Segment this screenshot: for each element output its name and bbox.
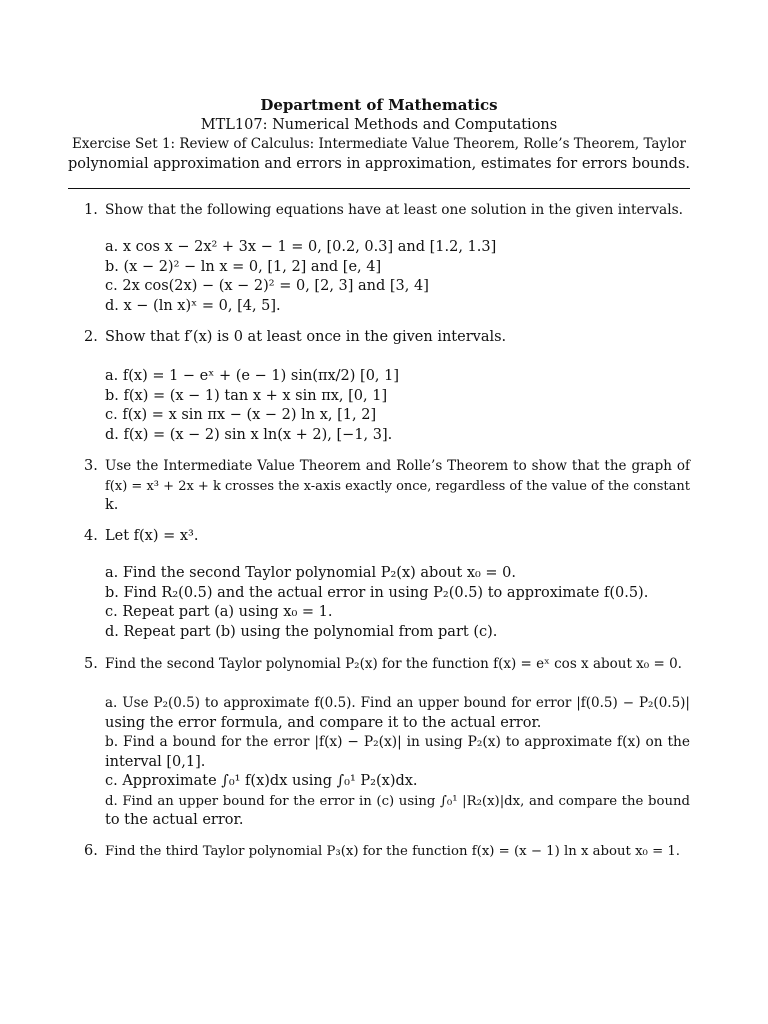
exercise-title-line-1: Exercise Set 1: Review of Calculus: Intermediate Value Theorem, Rolle’s Theorem, Taylor [72,136,686,152]
statement-line: Let f(x) = x³. [105,528,199,544]
part-a: a. f(x) = 1 − eˣ + (e − 1) sin(πx/2) [0, 1] [105,368,400,384]
problem-parts [105,694,690,831]
part-d: d. Repeat part (b) using the polynomial from part (c). [105,623,498,640]
statement-line: Show that f′(x) is 0 at least once in the given intervals. [105,329,507,345]
problem-parts [105,564,690,642]
problem-parts [105,238,690,316]
part-c: c. Approximate ∫₀¹ f(x)dx using ∫₀¹ P₂(x)dx. [105,773,418,789]
part-c: c. Repeat part (a) using x₀ = 1. [105,604,333,620]
part-b: b. f(x) = (x − 1) tan x + x sin πx, [0, 1] [105,387,388,404]
problem-statement [105,527,690,547]
problem-parts [105,367,690,445]
part-c: c. 2x cos(2x) − (x − 2)² = 0, [2, 3] and [3, 4] [105,278,429,294]
statement-line: f(x) = x³ + 2x + k crosses the x-axis exactly once, regardless of the value of the constant [105,478,690,494]
problem-number: 5. [84,656,98,672]
part-d-line-2: to the actual error. [105,812,244,828]
statement-line: Use the Intermediate Value Theorem and Rolle’s Theorem to show that the graph of [105,458,690,474]
problem-statement [105,457,690,516]
problem-number: 4. [84,528,98,544]
problem-number: 1. [84,202,98,218]
part-a: a. x cos x − 2x² + 3x − 1 = 0, [0.2, 0.3] and [1.2, 1.3] [105,239,497,255]
part-a-line-1: a. Use P₂(0.5) to approximate f(0.5). Find an upper bound for error |f(0.5) − P₂(0.5)| [105,695,690,711]
part-c: c. f(x) = x sin πx − (x − 2) ln x, [1, 2] [105,407,377,423]
problem-statement [105,842,690,862]
part-a-line-2: using the error formula, and compare it to the actual error. [105,714,542,731]
part-b-line-1: b. Find a bound for the error |f(x) − P₂(x)| in using P₂(x) to approximate f(x) on the [105,734,690,750]
problem-statement [105,328,690,348]
part-b-line-2: interval [0,1]. [105,753,206,770]
document-header [68,96,690,174]
part-a: a. Find the second Taylor polynomial P₂(x) about x₀ = 0. [105,565,517,581]
problem-statement [105,655,690,675]
problem-number: 6. [84,843,98,859]
statement-line: Find the second Taylor polynomial P₂(x) for the function f(x) = eˣ cos x about x₀ = 0. [105,656,682,672]
problem-number: 2. [84,329,98,345]
statement-line: Show that the following equations have at least one solution in the given intervals. [105,202,684,218]
department-title: Department of Mathematics [260,96,498,114]
part-d-line-1: d. Find an upper bound for the error in (c) using ∫₀¹ |R₂(x)|dx, and compare the bound [105,793,690,809]
header-divider [68,188,690,189]
part-d: d. f(x) = (x − 2) sin x ln(x + 2), [−1, 3]. [105,426,393,443]
exercise-title-line-2: polynomial approximation and errors in approximation, estimates for errors bounds. [68,155,691,172]
part-d: d. x − (ln x)ˣ = 0, [4, 5]. [105,297,281,314]
part-b: b. (x − 2)² − ln x = 0, [1, 2] and [e, 4] [105,258,382,275]
part-b: b. Find R₂(0.5) and the actual error in using P₂(0.5) to approximate f(0.5). [105,584,649,601]
problem-number: 3. [84,458,98,474]
course-title: MTL107: Numerical Methods and Computations [200,116,558,133]
problem-statement [105,201,690,221]
statement-line: k. [105,497,119,513]
statement-line: Find the third Taylor polynomial P₃(x) for the function f(x) = (x − 1) ln x about x₀ = 1. [105,844,681,859]
